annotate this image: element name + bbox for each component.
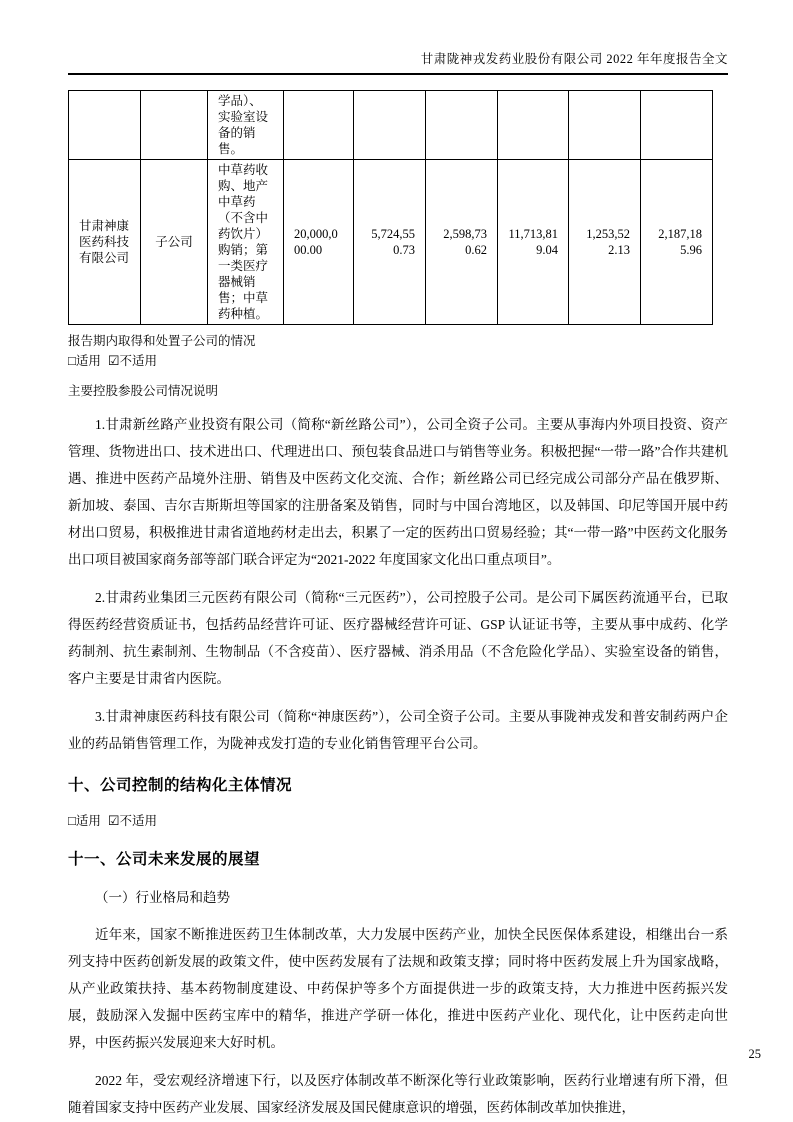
cell-registered-capital: 20,000,000.00 <box>284 160 354 325</box>
subsection-industry-trends: （一）行业格局和趋势 <box>95 890 230 905</box>
cell-company-type: 子公司 <box>141 160 208 325</box>
section-10-heading: 十、公司控制的结构化主体情况 <box>68 777 293 794</box>
page-number: 25 <box>748 1047 761 1061</box>
applicability-line <box>68 811 728 831</box>
applicable-label: 适用 <box>75 354 101 368</box>
checkbox-checked-icon: ☑ <box>107 353 120 368</box>
header-rule <box>68 73 728 75</box>
cell-company-name <box>69 91 141 160</box>
acquisition-disposal-note: 报告期内取得和处置子公司的情况 <box>68 334 256 348</box>
cell-net-assets: 2,598,730.62 <box>426 160 498 325</box>
checkbox-checked-icon: ☑ <box>107 813 120 828</box>
cell-net-profit <box>641 91 713 160</box>
cell-operating-profit <box>569 91 641 160</box>
cell-main-business: 中草药收购、地产中草药（不含中药饮片）购销；第一类医疗器械销售；中草药种植。 <box>208 160 284 325</box>
checkbox-unchecked-icon: □ <box>68 353 76 368</box>
cell-total-assets <box>354 91 426 160</box>
checkbox-unchecked-icon: □ <box>68 813 76 828</box>
section-11-heading: 十一、公司未来发展的展望 <box>68 851 261 868</box>
not-applicable-label: 不适用 <box>119 354 158 368</box>
cell-company-type <box>141 91 208 160</box>
cell-revenue <box>498 91 569 160</box>
table-row-carryover <box>69 91 713 160</box>
cell-revenue: 11,713,819.04 <box>498 160 569 325</box>
cell-registered-capital <box>284 91 354 160</box>
paragraph-industry-2: 2022 年，受宏观经济增速下行，以及医疗体制改革不断深化等行业政策影响，医药行业增速有所下滑，但随着国家支持中医药产业发展、国家经济发展及国民健康意识的增强，医药体制改革加快推进， <box>68 1073 728 1115</box>
table-row-shenkang <box>69 160 713 325</box>
paragraph-xinsilu: 1.甘肃新丝路产业投资有限公司（简称“新丝路公司”），公司全资子公司。主要从事海内外项目投资、资产管理、货物进出口、技术进出口、代理进出口、预包装食品进口与销售等业务。积极把握“一带一路”合作共建机遇、推进中医药产品境外注册、销售及中医药文化交流、合作；新丝路公司已经完成公司部分产品在俄罗斯、新加坡、泰国、吉尔吉斯斯坦等国家的注册备案及销售，同时与中国台湾地区，以及韩国、印尼等国开展中药材出口贸易，积极推进甘肃省道地药材走出去，积累了一定的医药出口贸易经验；其“一带一路”中医药文化服务出口项目被国家商务部等部门联合评定为“2021-2022 年度国家文化出口重点项目”。 <box>68 417 728 567</box>
paragraph-shenkang: 3.甘肃神康医药科技有限公司（简称“神康医药”），公司全资子公司。主要从事陇神戎发和普安制药两户企业的药品销售管理工作，为陇神戎发打造的专业化销售管理平台公司。 <box>68 709 728 751</box>
paragraph-industry-1: 近年来，国家不断推进医药卫生体制改革，大力发展中医药产业，加快全民医保体系建设，相继出台一系列支持中医药创新发展的政策文件，使中医药发展有了法规和政策支撑；同时将中医药发展上升为国家战略，从产业政策扶持、基本药物制度建设、中药保护等多个方面提供进一步的政策支持，大力推进中医药振兴发展，鼓励深入发掘中医药宝库中的精华，推进产学研一体化，推进中医药产业化、现代化，让中医药走向世界，中医药振兴发展迎来大好时机。 <box>68 927 728 1050</box>
applicability-line <box>68 351 728 371</box>
not-applicable-label: 不适用 <box>119 814 158 828</box>
applicable-label: 适用 <box>75 814 101 828</box>
holding-companies-note: 主要控股参股公司情况说明 <box>68 384 219 398</box>
cell-company-name: 甘肃神康医药科技有限公司 <box>69 160 141 325</box>
cell-main-business: 学品）、实验室设备的销售。 <box>208 91 284 160</box>
paragraph-sanyuan: 2.甘肃药业集团三元医药有限公司（简称“三元医药”），公司控股子公司。是公司下属医药流通平台，已取得医药经营资质证书，包括药品经营许可证、医疗器械经营许可证、GSP 认证证书等，主要从事中成药、化学药制剂、抗生素制剂、生物制品（不含疫苗）、医疗器械、消杀用品（不含危险化学品）、实验室设备的销售，客户主要是甘肃省内医院。 <box>68 590 728 686</box>
cell-total-assets: 5,724,550.73 <box>354 160 426 325</box>
subsidiary-table <box>68 90 713 325</box>
report-header-title: 甘肃陇神戎发药业股份有限公司 2022 年年度报告全文 <box>420 52 728 66</box>
cell-operating-profit: 1,253,522.13 <box>569 160 641 325</box>
cell-net-profit: 2,187,185.96 <box>641 160 713 325</box>
cell-net-assets <box>426 91 498 160</box>
